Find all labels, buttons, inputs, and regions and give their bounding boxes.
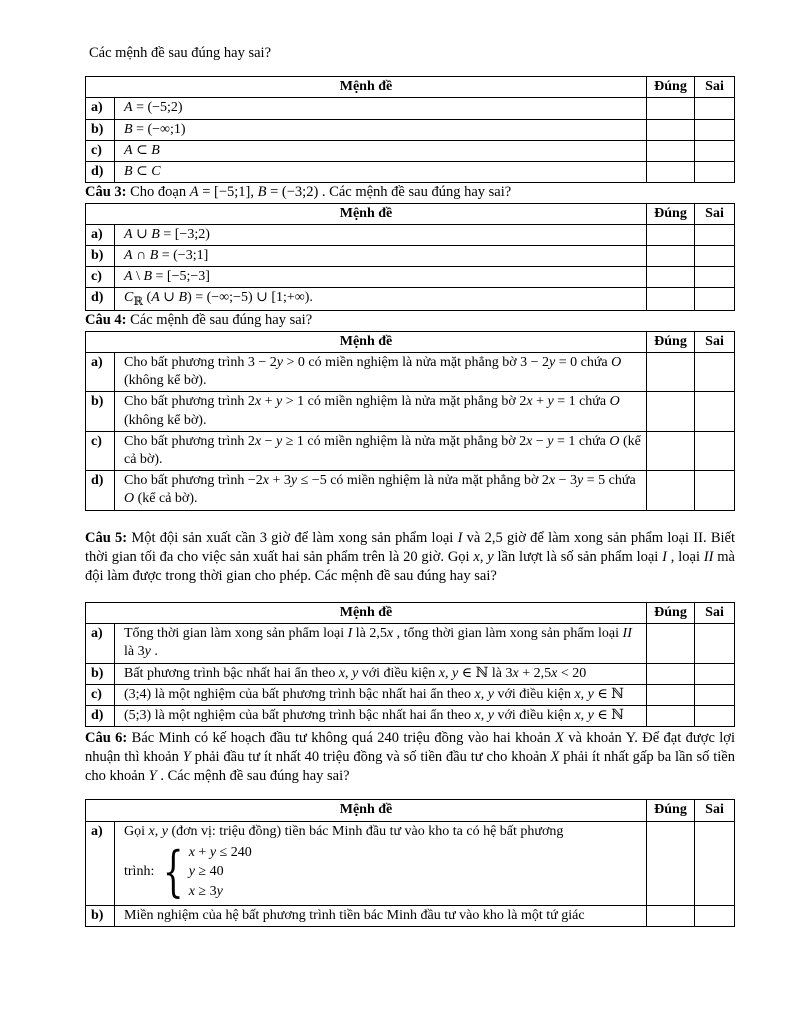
row-label: b) [86,246,115,267]
sai-cell [695,246,735,267]
sai-cell [695,161,735,182]
table-row [86,663,735,684]
col-header-statement: Mệnh đề [86,77,647,98]
row-label: a) [86,353,115,392]
question-text: Bác Minh có kế hoạch đầu tư không quá 240 triệu đồng vào hai khoản X và khoản Y. Để đạt được lợi nhuận thì khoản Y phải đầu tư ít nhất 40 triệu đồng và số tiền đầu tư cho khoản X phải ít nhất gấp ba lần số tiền cho khoản Y . Các mệnh đề sau đúng hay sai? [85,730,736,785]
row-label: a) [86,98,115,119]
question-label: Câu 5: [85,529,128,546]
inequality-system [124,840,641,904]
dung-cell [647,663,695,684]
statement: Cho bất phương trình 2x − y ≥ 1 có miền nghiệm là nửa mặt phẳng bờ 2x − y = 1 chứa O (kể cả bờ). [115,431,647,470]
table-row [86,224,735,245]
question-cau3 [85,183,735,203]
statement: $C_ℝ$ (A ∪ B) = (−∞;−5) ∪ [1;+∞). [115,288,647,311]
question-text: Cho đoạn A = [−5;1], B = (−3;2) . Các mệnh đề sau đúng hay sai? [130,184,512,201]
question-text: Một đội sản xuất cần 3 giờ để làm xong sản phẩm loại I và 2,5 giờ để làm xong sản phẩm loại II. Biết thời gian tối đa cho việc sản xuất hai sản phẩm trên là 20 giờ. Gọi x, y lần lượt là số sản phẩm loại I , loại II mà đội làm được trong thời gian cho phép. Các mệnh đề sau đúng hay sai? [85,529,736,584]
dung-cell [647,684,695,705]
row-label: c) [86,140,115,161]
sai-cell [695,140,735,161]
statement: Cho bất phương trình 3 − 2y > 0 có miền nghiệm là nửa mặt phẳng bờ 3 − 2y = 0 chứa O (không kể bờ). [115,353,647,392]
sai-cell [695,663,735,684]
dung-cell [647,161,695,182]
col-header-true: Đúng [647,800,695,821]
row-label: c) [86,431,115,470]
table-row [86,905,735,926]
system-prefix: trình: [124,864,155,880]
row-label: b) [86,663,115,684]
sai-cell [695,431,735,470]
sai-cell [695,684,735,705]
row-label: d) [86,161,115,182]
row-label: b) [86,905,115,926]
system-line: y ≥ 40 [188,864,224,880]
statement: B ⊂ C [115,161,647,182]
row-label: a) [86,624,115,663]
dung-cell [647,288,695,311]
system-line: x ≥ 3y [188,884,223,900]
question-text: Các mệnh đề sau đúng hay sai? [130,312,313,329]
statement: (5;3) là một nghiệm của bất phương trình bậc nhất hai ẩn theo x, y với điều kiện x, y ∈ ℕ [115,705,647,726]
dung-cell [647,624,695,663]
table-row [86,705,735,726]
col-header-true: Đúng [647,602,695,623]
statement: Tổng thời gian làm xong sản phẩm loại I là 2,5x , tổng thời gian làm xong sản phẩm loại II là 3y . [115,624,647,663]
table-row [86,821,735,905]
table-header-row [86,203,735,224]
sai-cell [695,471,735,510]
col-header-statement: Mệnh đề [86,602,647,623]
table-header-row [86,602,735,623]
table-row [86,267,735,288]
question-cau6 [85,729,735,786]
statement: A = (−5;2) [115,98,647,119]
statement: Miền nghiệm của hệ bất phương trình tiền bác Minh đầu tư vào kho là một tứ giác [115,905,647,926]
dung-cell [647,119,695,140]
table-row [86,471,735,510]
sai-cell [695,392,735,431]
question-label: Câu 4: [85,312,127,329]
dung-cell [647,905,695,926]
statement-text: Gọi x, y (đơn vị: triệu đồng) tiền bác Minh đầu tư vào kho ta có hệ bất phương [124,823,564,839]
table-cau2 [85,76,735,183]
system-lines [189,843,252,902]
col-header-true: Đúng [647,77,695,98]
table-header-row [86,331,735,352]
statement: B = (−∞;1) [115,119,647,140]
row-label: c) [86,267,115,288]
row-label: a) [86,224,115,245]
table-row [86,431,735,470]
table-row [86,353,735,392]
statement: Bất phương trình bậc nhất hai ẩn theo x, y với điều kiện x, y ∈ ℕ là 3x + 2,5x < 20 [115,663,647,684]
dung-cell [647,246,695,267]
row-label: a) [86,821,115,905]
dung-cell [647,471,695,510]
dung-cell [647,267,695,288]
row-label: b) [86,119,115,140]
table-row [86,246,735,267]
table-row [86,624,735,663]
sai-cell [695,119,735,140]
col-header-false: Sai [695,203,735,224]
col-header-statement: Mệnh đề [86,331,647,352]
question-cau4 [85,311,735,331]
sai-cell [695,905,735,926]
intro-question: Các mệnh đề sau đúng hay sai? [89,45,272,61]
sai-cell [695,224,735,245]
table-header-row [86,77,735,98]
statement: Cho bất phương trình −2x + 3y ≤ −5 có miền nghiệm là nửa mặt phẳng bờ 2x − 3y = 5 chứa O (kể cả bờ). [115,471,647,510]
dung-cell [647,224,695,245]
dung-cell [647,353,695,392]
question-label: Câu 3: [85,184,127,201]
table-row [86,119,735,140]
system-line: x + y ≤ 240 [188,844,252,860]
table-row [86,288,735,311]
sai-cell [695,288,735,311]
col-header-false: Sai [695,77,735,98]
col-header-false: Sai [695,331,735,352]
sai-cell [695,267,735,288]
statement: A ∪ B = [−3;2) [115,224,647,245]
sai-cell [695,624,735,663]
table-row [86,98,735,119]
table-cau4 [85,331,735,511]
table-row [86,140,735,161]
statement: Cho bất phương trình 2x + y > 1 có miền nghiệm là nửa mặt phẳng bờ 2x + y = 1 chứa O (không kể bờ). [115,392,647,431]
row-label: b) [86,392,115,431]
sai-cell [695,705,735,726]
statement: A \ B = [−5;−3] [115,267,647,288]
dung-cell [647,705,695,726]
dung-cell [647,821,695,905]
sai-cell [695,821,735,905]
table-cau3 [85,203,735,312]
table-row [86,161,735,182]
table-row [86,392,735,431]
statement: A ∩ B = (−3;1] [115,246,647,267]
col-header-false: Sai [695,602,735,623]
row-label: c) [86,684,115,705]
question-label: Câu 6: [85,730,128,747]
table-row [86,684,735,705]
dung-cell [647,392,695,431]
row-label: d) [86,471,115,510]
col-header-statement: Mệnh đề [86,800,647,821]
sai-cell [695,98,735,119]
row-label: d) [86,288,115,311]
col-header-true: Đúng [647,331,695,352]
question-cau5 [85,529,735,586]
statement: (3;4) là một nghiệm của bất phương trình bậc nhất hai ẩn theo x, y với điều kiện x, y ∈ ℕ [115,684,647,705]
brace-icon: { [163,840,184,904]
table-header-row [86,800,735,821]
table-cau6 [85,799,735,926]
statement: A ⊂ B [115,140,647,161]
col-header-statement: Mệnh đề [86,203,647,224]
col-header-true: Đúng [647,203,695,224]
sai-cell [695,353,735,392]
dung-cell [647,431,695,470]
statement [115,821,647,905]
dung-cell [647,98,695,119]
col-header-false: Sai [695,800,735,821]
dung-cell [647,140,695,161]
table-cau5 [85,602,735,727]
row-label: d) [86,705,115,726]
